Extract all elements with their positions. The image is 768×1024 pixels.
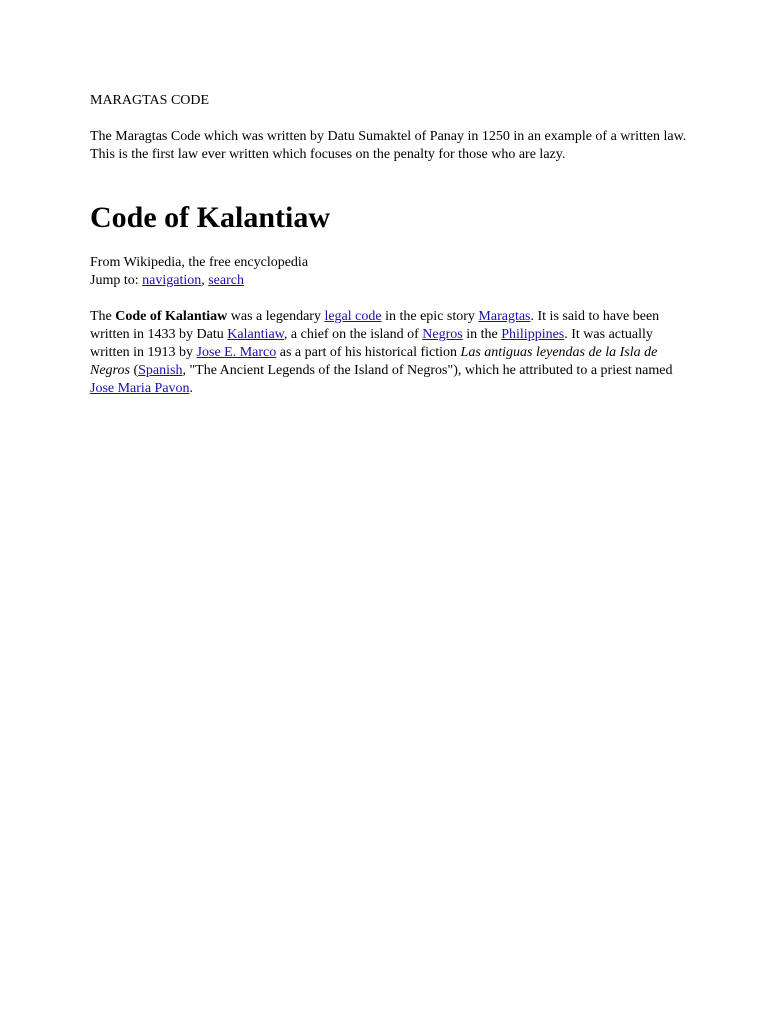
intro-paragraph: The Maragtas Code which was written by Datu Sumaktel of Panay in 1250 in an example of a written law. This is the first law ever written which focuses on the penalty for those who are lazy. (90, 129, 687, 162)
bold-term: Code of Kalantiaw (115, 309, 228, 324)
philippines-link[interactable]: Philippines (501, 327, 565, 342)
document-page (90, 92, 690, 398)
article-title: Code of Kalantiaw (90, 201, 330, 234)
text-run: as a part of his historical fiction (276, 345, 461, 360)
legal-code-link[interactable]: legal code (324, 309, 382, 324)
jump-prefix: Jump to: (90, 273, 143, 288)
section-title: MARAGTAS CODE (90, 93, 210, 108)
jump-navigation-link[interactable]: navigation (142, 273, 202, 288)
text-run: was a legendary (227, 309, 325, 324)
text-run: The (90, 309, 116, 324)
jump-search-link[interactable]: search (208, 273, 244, 288)
jose-maria-pavon-link[interactable]: Jose Maria Pavon (90, 381, 190, 396)
text-run: . It is said to have been written in 1433 by Datu (90, 309, 660, 342)
text-run: . It was actually written in 1913 by (90, 327, 653, 360)
jose-marco-link[interactable]: Jose E. Marco (196, 345, 277, 360)
article-tagline: From Wikipedia, the free encyclopedia (90, 255, 309, 270)
spanish-link[interactable]: Spanish (138, 363, 183, 378)
text-run: ( (129, 363, 139, 378)
text-run: , a chief on the island of (283, 327, 423, 342)
text-run: , "The Ancient Legends of the Island of Negros"), which he attributed to a priest named (182, 363, 673, 378)
jump-to-line (90, 272, 690, 290)
article-paragraph (90, 308, 690, 398)
text-run: in the epic story (381, 309, 479, 324)
negros-link[interactable]: Negros (422, 327, 463, 342)
kalantiaw-link[interactable]: Kalantiaw (227, 327, 284, 342)
jump-separator: , (201, 273, 209, 288)
italic-title: Las antiguas leyendas de la Isla de Negros (90, 345, 658, 378)
text-run: in the (462, 327, 502, 342)
maragtas-link[interactable]: Maragtas (478, 309, 531, 324)
text-run: . (189, 381, 194, 396)
